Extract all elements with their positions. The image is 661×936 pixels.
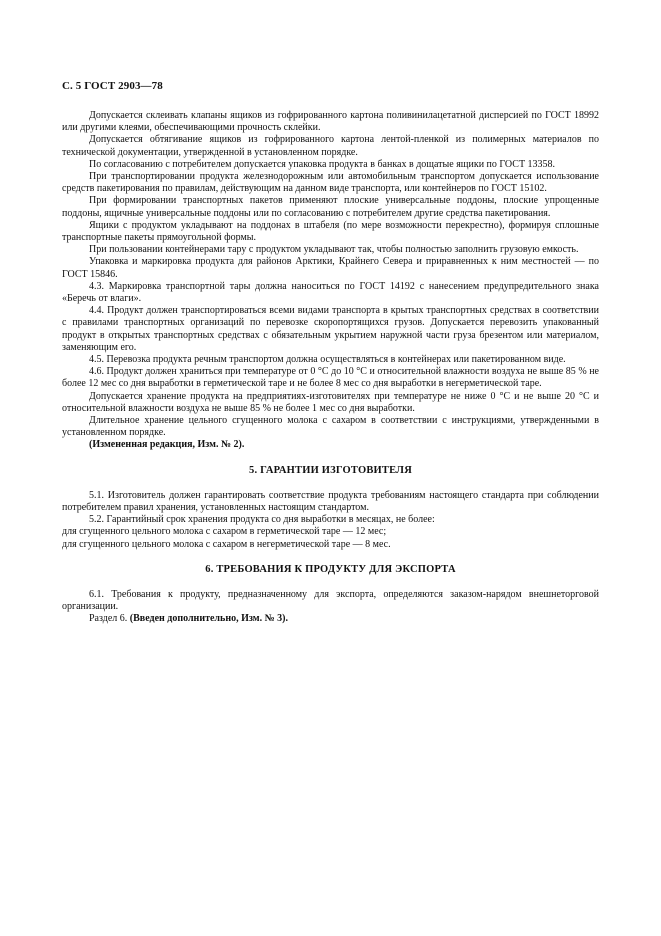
section6-title: 6. ТРЕБОВАНИЯ К ПРОДУКТУ ДЛЯ ЭКСПОРТА xyxy=(205,563,456,575)
paragraph: 4.6. Продукт должен храниться при температуре от 0 °С до 10 °С и относительной влажности воздуха не выше 85 % не более 12 мес со дня выработки в герметической таре и не более 8 мес со дня выработки в негерметической таре. xyxy=(62,366,599,390)
note-bold: (Введен дополнительно, Изм. № 3). xyxy=(129,613,288,625)
paragraph: Упаковка и маркировка продукта для районов Арктики, Крайнего Севера и приравненных к ним местностей — по ГОСТ 15846. xyxy=(62,256,599,280)
note-prefix: Раздел 6. xyxy=(89,613,130,625)
section5-body xyxy=(62,490,599,551)
paragraph: для сгущенного цельного молока с сахаром в герметической таре — 12 мес; xyxy=(62,526,387,538)
paragraph: Ящики с продуктом укладывают на поддонах в штабеля (по мере возможности перекрестно), формируя сплошные транспортные пакеты прямоугольной формы. xyxy=(62,219,599,244)
document-page xyxy=(62,80,599,625)
paragraph: 6.1. Требования к продукту, предназначенному для экспорта, определяются заказом-нарядом внешнеторговой организации. xyxy=(62,588,599,612)
paragraph: для сгущенного цельного молока с сахаром в негерметической таре — 8 мес. xyxy=(62,538,391,550)
paragraph: 4.5. Перевозка продукта речным транспортом должна осуществляться в контейнерах или пакетированном виде. xyxy=(89,354,566,366)
edit-note: (Измененная редакция, Изм. № 2). xyxy=(89,439,245,451)
page-header: С. 5 ГОСТ 2903—78 xyxy=(62,80,163,92)
paragraph: 5.2. Гарантийный срок хранения продукта со дня выработки в месяцах, не более: xyxy=(89,514,435,526)
section6-note xyxy=(62,613,599,625)
paragraph: По согласованию с потребителем допускается упаковка продукта в банках в дощатые ящики по ГОСТ 13358. xyxy=(89,158,556,170)
paragraph: 5.1. Изготовитель должен гарантировать соответствие продукта требованиям настоящего стандарта при соблюдении потребителем правил хранения, установленных настоящим стандартом. xyxy=(62,489,599,513)
section4-continuation xyxy=(62,110,599,452)
paragraph: 4.3. Маркировка транспортной тары должна наноситься по ГОСТ 14192 с нанесением предупредительного знака «Беречь от влаги». xyxy=(62,280,599,305)
paragraph: Длительное хранение цельного сгущенного молока с сахаром в соответствии с инструкциями, утвержденными в установленном порядке. xyxy=(62,415,599,439)
section6-body xyxy=(62,589,599,626)
paragraph: Допускается склеивать клапаны ящиков из гофрированного картона поливинилацетатной дисперсией по ГОСТ 18992 или другими клеями, обеспечивающими прочность склейки. xyxy=(62,110,599,134)
paragraph: При пользовании контейнерами тару с продуктом укладывают так, чтобы полностью заполнить грузовую емкость. xyxy=(89,244,579,256)
section5-title: 5. ГАРАНТИИ ИЗГОТОВИТЕЛЯ xyxy=(249,464,412,476)
paragraph: При транспортировании продукта железнодорожным или автомобильным транспортом допускается использование средств пакетирования по правилам, действующим на данном виде транспорта, или контейнеров по ГОСТ 15102. xyxy=(62,171,599,195)
paragraph: Допускается обтягивание ящиков из гофрированного картона лентой-пленкой из полимерных материалов по технической документации, утвержденной в установленном порядке. xyxy=(62,134,599,158)
paragraph: Допускается хранение продукта на предприятиях-изготовителях при температуре не ниже 0 °С и не выше 20 °С и относительной влажности воздуха не выше 85 % не более 1 мес со дня выработки. xyxy=(62,390,599,414)
paragraph: При формировании транспортных пакетов применяют плоские универсальные поддоны, плоские упрощенные поддоны, ящичные универсальные поддоны или по согласованию с потребителем другие средства пакетирования. xyxy=(62,195,599,219)
paragraph: 4.4. Продукт должен транспортироваться всеми видами транспорта в крытых транспортных средствах в соответствии с правилами транспортных организаций по перевозке скоропортящихся грузов. Допускается перевозить упакованный продукт в открытых транспортных средствах с обязательным укрытием наружной части груза брезентом или материалом, заменяющим его. xyxy=(62,305,599,353)
